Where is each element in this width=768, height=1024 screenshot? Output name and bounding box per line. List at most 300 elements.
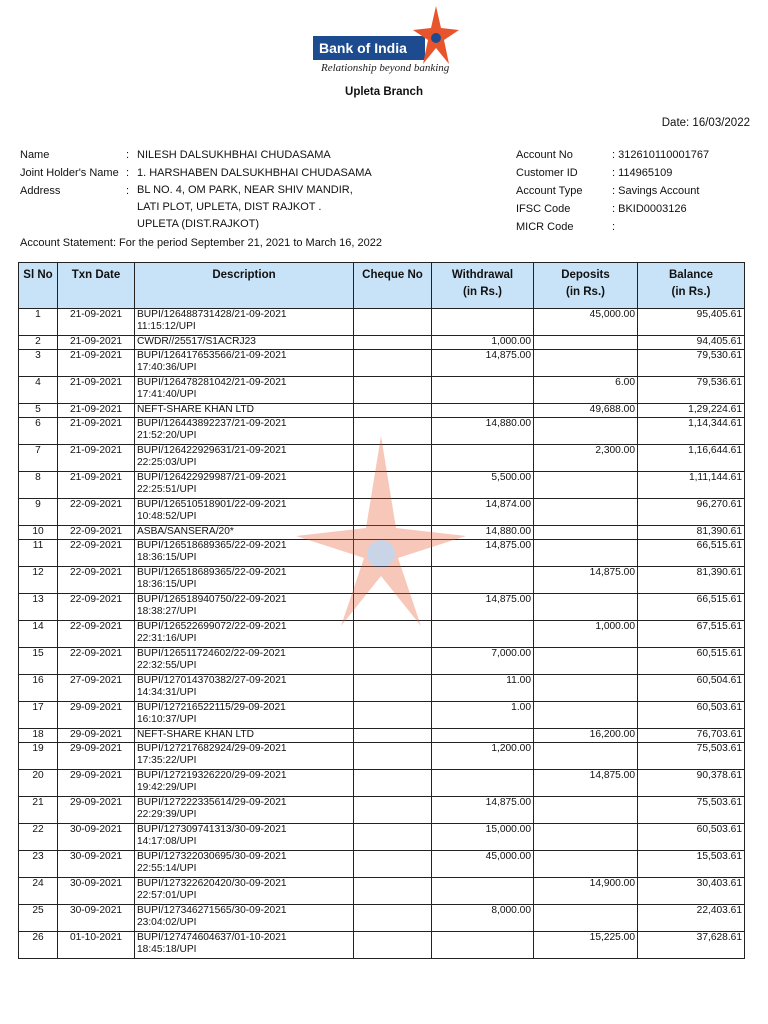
description-line-2: 18:36:15/UPI — [137, 579, 197, 590]
withdrawal-cell: 14,874.00 — [432, 499, 534, 526]
description-cell — [135, 404, 354, 418]
table-row — [19, 499, 745, 526]
description-line-2: 17:41:40/UPI — [137, 389, 197, 400]
withdrawal-cell: 14,875.00 — [432, 594, 534, 621]
deposit-cell: 45,000.00 — [534, 309, 638, 336]
account-values — [612, 146, 709, 236]
description-line-2: 17:35:22/UPI — [137, 755, 197, 766]
statement-date: Date: 16/03/2022 — [661, 117, 750, 129]
withdrawal-cell: 14,880.00 — [432, 526, 534, 540]
table-row — [19, 404, 745, 418]
deposit-cell: 14,875.00 — [534, 770, 638, 797]
date-cell: 21-09-2021 — [58, 309, 135, 336]
description-cell — [135, 621, 354, 648]
header-balance — [638, 263, 745, 309]
customer-colons — [126, 146, 129, 200]
sl-cell: 26 — [19, 932, 58, 959]
date-cell: 29-09-2021 — [58, 743, 135, 770]
balance-cell: 22,403.61 — [638, 905, 745, 932]
date-cell: 22-09-2021 — [58, 567, 135, 594]
cheque-cell — [354, 418, 432, 445]
table-row — [19, 540, 745, 567]
sl-cell: 23 — [19, 851, 58, 878]
balance-cell: 76,703.61 — [638, 729, 745, 743]
description-cell — [135, 851, 354, 878]
description-cell — [135, 905, 354, 932]
cheque-cell — [354, 350, 432, 377]
table-row — [19, 702, 745, 729]
date-cell: 29-09-2021 — [58, 797, 135, 824]
date-cell: 29-09-2021 — [58, 770, 135, 797]
date-cell: 21-09-2021 — [58, 377, 135, 404]
header-withdrawal — [432, 263, 534, 309]
description-cell — [135, 770, 354, 797]
address-line-1: BL NO. 4, OM PARK, NEAR SHIV MANDIR, — [137, 184, 353, 196]
withdrawal-cell — [432, 567, 534, 594]
colon: : — [126, 185, 130, 197]
description-line-1: BUPI/127474604637/01-10-2021 — [137, 932, 287, 943]
description-cell — [135, 594, 354, 621]
deposit-cell: 14,900.00 — [534, 878, 638, 905]
date-cell: 21-09-2021 — [58, 472, 135, 499]
table-row — [19, 445, 745, 472]
cheque-cell — [354, 336, 432, 350]
description-cell — [135, 932, 354, 959]
header-deposits-label: Deposits — [561, 269, 610, 281]
description-line-2: 22:25:03/UPI — [137, 457, 197, 468]
header-deposits — [534, 263, 638, 309]
account-no: : 312610110001767 — [612, 149, 710, 161]
cheque-cell — [354, 675, 432, 702]
description-cell — [135, 350, 354, 377]
balance-cell: 1,29,224.61 — [638, 404, 745, 418]
table-row — [19, 648, 745, 675]
description-cell — [135, 675, 354, 702]
cheque-cell — [354, 621, 432, 648]
balance-cell: 15,503.61 — [638, 851, 745, 878]
cheque-cell — [354, 567, 432, 594]
date-cell: 30-09-2021 — [58, 824, 135, 851]
branch-title: Upleta Branch — [345, 86, 423, 98]
cheque-cell — [354, 824, 432, 851]
withdrawal-cell: 14,875.00 — [432, 540, 534, 567]
account-labels — [516, 146, 582, 236]
statement-period: Account Statement: For the period September 21, 2021 to March 16, 2022 — [20, 237, 382, 249]
date-cell: 29-09-2021 — [58, 702, 135, 729]
deposit-cell — [534, 675, 638, 702]
header-balance-label: Balance — [668, 269, 714, 281]
table-row — [19, 472, 745, 499]
balance-cell: 75,503.61 — [638, 797, 745, 824]
cheque-cell — [354, 878, 432, 905]
description-cell — [135, 472, 354, 499]
description-cell — [135, 540, 354, 567]
description-line-2: 11:15:12/UPI — [137, 321, 196, 332]
deposit-cell — [534, 350, 638, 377]
transactions-table — [18, 262, 745, 959]
balance-cell: 81,390.61 — [638, 567, 745, 594]
date-cell: 30-09-2021 — [58, 851, 135, 878]
sl-cell: 16 — [19, 675, 58, 702]
bank-tagline: Relationship beyond banking — [321, 62, 450, 74]
cheque-cell — [354, 526, 432, 540]
withdrawal-cell — [432, 729, 534, 743]
cheque-cell — [354, 851, 432, 878]
sl-cell: 9 — [19, 499, 58, 526]
address-line-2: LATI PLOT, UPLETA, DIST RAJKOT . — [137, 201, 322, 213]
withdrawal-cell — [432, 932, 534, 959]
cheque-cell — [354, 905, 432, 932]
table-row — [19, 675, 745, 702]
deposit-cell — [534, 851, 638, 878]
sl-cell: 2 — [19, 336, 58, 350]
sl-cell: 21 — [19, 797, 58, 824]
sl-cell: 6 — [19, 418, 58, 445]
address-line-3: UPLETA (DIST.RAJKOT) — [137, 218, 260, 230]
description-cell — [135, 418, 354, 445]
deposit-cell — [534, 797, 638, 824]
name-label: Name — [20, 149, 50, 161]
date-cell: 21-09-2021 — [58, 404, 135, 418]
balance-cell: 66,515.61 — [638, 540, 745, 567]
balance-cell: 75,503.61 — [638, 743, 745, 770]
balance-cell: 94,405.61 — [638, 336, 745, 350]
cheque-cell — [354, 594, 432, 621]
withdrawal-cell: 14,875.00 — [432, 797, 534, 824]
joint-holder-name: 1. HARSHABEN DALSUKHBHAI CHUDASAMA — [137, 167, 372, 179]
description-line-2: 14:34:31/UPI — [137, 687, 197, 698]
micr-label: MICR Code — [516, 221, 574, 233]
bank-logo — [313, 6, 461, 78]
description-cell — [135, 526, 354, 540]
cheque-cell — [354, 797, 432, 824]
description-cell — [135, 445, 354, 472]
header-cheque-no: Cheque No — [354, 263, 432, 309]
description-cell — [135, 499, 354, 526]
description-cell — [135, 377, 354, 404]
header-balance-unit: (in Rs.) — [671, 286, 711, 298]
date-cell: 21-09-2021 — [58, 418, 135, 445]
date-cell: 22-09-2021 — [58, 594, 135, 621]
description-line-1: NEFT-SHARE KHAN LTD — [137, 404, 254, 415]
description-cell — [135, 878, 354, 905]
customer-labels — [20, 146, 130, 200]
sl-cell: 14 — [19, 621, 58, 648]
sl-cell: 8 — [19, 472, 58, 499]
withdrawal-cell — [432, 770, 534, 797]
balance-cell: 1,11,144.61 — [638, 472, 745, 499]
sl-cell: 13 — [19, 594, 58, 621]
deposit-cell: 16,200.00 — [534, 729, 638, 743]
sl-cell: 25 — [19, 905, 58, 932]
table-row — [19, 932, 745, 959]
description-line-1: BUPI/126518940750/22-09-2021 — [137, 594, 287, 605]
withdrawal-cell — [432, 377, 534, 404]
header-description: Description — [135, 263, 354, 309]
deposit-cell: 6.00 — [534, 377, 638, 404]
deposit-cell — [534, 594, 638, 621]
deposit-cell: 14,875.00 — [534, 567, 638, 594]
deposit-cell — [534, 418, 638, 445]
description-line-1: BUPI/126518689365/22-09-2021 — [137, 540, 287, 551]
description-line-1: BUPI/126478281042/21-09-2021 — [137, 377, 287, 388]
withdrawal-cell — [432, 878, 534, 905]
date-cell: 21-09-2021 — [58, 336, 135, 350]
description-line-1: BUPI/127219326220/29-09-2021 — [137, 770, 287, 781]
cheque-cell — [354, 472, 432, 499]
deposit-cell — [534, 648, 638, 675]
description-cell — [135, 648, 354, 675]
description-line-2: 18:36:15/UPI — [137, 552, 197, 563]
deposit-cell — [534, 472, 638, 499]
cheque-cell — [354, 770, 432, 797]
deposit-cell — [534, 905, 638, 932]
description-line-1: BUPI/127222335614/29-09-2021 — [137, 797, 287, 808]
withdrawal-cell: 5,500.00 — [432, 472, 534, 499]
table-header-row — [19, 263, 745, 309]
description-line-2: 16:10:37/UPI — [137, 714, 197, 725]
description-line-2: 21:52:20/UPI — [137, 430, 197, 441]
withdrawal-cell: 1.00 — [432, 702, 534, 729]
withdrawal-cell — [432, 621, 534, 648]
table-row — [19, 797, 745, 824]
customer-address — [137, 182, 372, 233]
table-row — [19, 729, 745, 743]
joint-holder-label: Joint Holder's Name — [20, 167, 119, 179]
sl-cell: 19 — [19, 743, 58, 770]
deposit-cell — [534, 702, 638, 729]
description-line-1: CWDR//25517/S1ACRJ23 — [137, 336, 256, 347]
cheque-cell — [354, 377, 432, 404]
description-line-1: BUPI/126488731428/21-09-2021 — [137, 309, 287, 320]
description-line-2: 22:29:39/UPI — [137, 809, 197, 820]
date-cell: 22-09-2021 — [58, 621, 135, 648]
date-cell: 29-09-2021 — [58, 729, 135, 743]
description-cell — [135, 336, 354, 350]
table-row — [19, 743, 745, 770]
customer-name: NILESH DALSUKHBHAI CHUDASAMA — [137, 149, 331, 161]
date-cell: 30-09-2021 — [58, 905, 135, 932]
date-cell: 30-09-2021 — [58, 878, 135, 905]
date-cell: 21-09-2021 — [58, 350, 135, 377]
description-cell — [135, 309, 354, 336]
balance-cell: 67,515.61 — [638, 621, 745, 648]
withdrawal-cell: 7,000.00 — [432, 648, 534, 675]
withdrawal-cell — [432, 404, 534, 418]
withdrawal-cell: 14,880.00 — [432, 418, 534, 445]
description-line-2: 14:17:08/UPI — [137, 836, 197, 847]
balance-cell: 79,536.61 — [638, 377, 745, 404]
deposit-cell — [534, 499, 638, 526]
balance-cell: 60,504.61 — [638, 675, 745, 702]
sl-cell: 24 — [19, 878, 58, 905]
cheque-cell — [354, 445, 432, 472]
balance-cell: 1,14,344.61 — [638, 418, 745, 445]
table-row — [19, 851, 745, 878]
date-cell: 21-09-2021 — [58, 445, 135, 472]
table-row — [19, 567, 745, 594]
sl-cell: 18 — [19, 729, 58, 743]
table-row — [19, 594, 745, 621]
balance-cell: 1,16,644.61 — [638, 445, 745, 472]
description-line-1: BUPI/126522699072/22-09-2021 — [137, 621, 287, 632]
withdrawal-cell: 15,000.00 — [432, 824, 534, 851]
account-no-label: Account No — [516, 149, 573, 161]
deposit-cell — [534, 743, 638, 770]
description-line-1: ASBA/SANSERA/20* — [137, 526, 234, 537]
deposit-cell — [534, 526, 638, 540]
table-row — [19, 824, 745, 851]
cheque-cell — [354, 702, 432, 729]
deposit-cell: 1,000.00 — [534, 621, 638, 648]
description-line-1: BUPI/127346271565/30-09-2021 — [137, 905, 287, 916]
customer-id-label: Customer ID — [516, 167, 578, 179]
deposit-cell — [534, 336, 638, 350]
deposit-cell — [534, 824, 638, 851]
header-sl-no: Sl No — [19, 263, 58, 309]
customer-id: : 114965109 — [612, 167, 673, 179]
bank-name: Bank of India — [313, 36, 425, 60]
description-cell — [135, 797, 354, 824]
deposit-cell: 49,688.00 — [534, 404, 638, 418]
header-txn-date: Txn Date — [58, 263, 135, 309]
description-line-1: BUPI/127217682924/29-09-2021 — [137, 743, 287, 754]
description-line-2: 19:42:29/UPI — [137, 782, 197, 793]
sl-cell: 3 — [19, 350, 58, 377]
header-deposits-unit: (in Rs.) — [566, 286, 605, 298]
description-line-1: BUPI/126422929987/21-09-2021 — [137, 472, 287, 483]
sl-cell: 5 — [19, 404, 58, 418]
withdrawal-cell: 1,000.00 — [432, 336, 534, 350]
description-line-1: BUPI/126417653566/21-09-2021 — [137, 350, 287, 361]
withdrawal-cell: 14,875.00 — [432, 350, 534, 377]
sl-cell: 11 — [19, 540, 58, 567]
sl-cell: 22 — [19, 824, 58, 851]
description-cell — [135, 743, 354, 770]
description-line-1: BUPI/127322030695/30-09-2021 — [137, 851, 287, 862]
colon: : — [126, 167, 130, 179]
balance-cell: 37,628.61 — [638, 932, 745, 959]
withdrawal-cell: 11.00 — [432, 675, 534, 702]
description-line-2: 22:55:14/UPI — [137, 863, 197, 874]
date-cell: 27-09-2021 — [58, 675, 135, 702]
description-line-2: 22:31:16/UPI — [137, 633, 197, 644]
cheque-cell — [354, 932, 432, 959]
balance-cell: 95,405.61 — [638, 309, 745, 336]
cheque-cell — [354, 309, 432, 336]
description-line-1: BUPI/126443892237/21-09-2021 — [137, 418, 287, 429]
ifsc-code: : BKID0003126 — [612, 203, 687, 215]
description-line-1: BUPI/127309741313/30-09-2021 — [137, 824, 287, 835]
star-logo-icon — [413, 6, 459, 66]
description-line-1: BUPI/127322620420/30-09-2021 — [137, 878, 287, 889]
cheque-cell — [354, 404, 432, 418]
description-line-2: 22:32:55/UPI — [137, 660, 197, 671]
description-line-1: BUPI/127216522115/29-09-2021 — [137, 702, 286, 713]
table-row — [19, 621, 745, 648]
deposit-cell — [534, 540, 638, 567]
sl-cell: 4 — [19, 377, 58, 404]
cheque-cell — [354, 499, 432, 526]
cheque-cell — [354, 743, 432, 770]
sl-cell: 15 — [19, 648, 58, 675]
balance-cell: 66,515.61 — [638, 594, 745, 621]
table-row — [19, 526, 745, 540]
description-line-1: BUPI/126518689365/22-09-2021 — [137, 567, 287, 578]
address-label: Address — [20, 185, 61, 197]
sl-cell: 10 — [19, 526, 58, 540]
description-cell — [135, 567, 354, 594]
description-line-2: 22:25:51/UPI — [137, 484, 197, 495]
description-cell — [135, 729, 354, 743]
balance-cell: 60,515.61 — [638, 648, 745, 675]
header-withdrawal-unit: (in Rs.) — [463, 286, 502, 298]
cheque-cell — [354, 540, 432, 567]
description-cell — [135, 702, 354, 729]
description-line-1: NEFT-SHARE KHAN LTD — [137, 729, 254, 740]
deposit-cell: 15,225.00 — [534, 932, 638, 959]
balance-cell: 96,270.61 — [638, 499, 745, 526]
date-cell: 22-09-2021 — [58, 499, 135, 526]
date-cell: 22-09-2021 — [58, 648, 135, 675]
sl-cell: 12 — [19, 567, 58, 594]
description-line-1: BUPI/127014370382/27-09-2021 — [137, 675, 287, 686]
balance-cell: 79,530.61 — [638, 350, 745, 377]
colon: : — [126, 149, 130, 161]
balance-cell: 60,503.61 — [638, 702, 745, 729]
sl-cell: 20 — [19, 770, 58, 797]
description-cell — [135, 824, 354, 851]
withdrawal-cell: 8,000.00 — [432, 905, 534, 932]
cheque-cell — [354, 648, 432, 675]
withdrawal-cell — [432, 445, 534, 472]
description-line-1: BUPI/126510518901/22-09-2021 — [137, 499, 287, 510]
ifsc-label: IFSC Code — [516, 203, 571, 215]
cheque-cell — [354, 729, 432, 743]
date-cell: 01-10-2021 — [58, 932, 135, 959]
account-type: : Savings Account — [612, 185, 700, 197]
table-row — [19, 336, 745, 350]
withdrawal-cell: 1,200.00 — [432, 743, 534, 770]
table-row — [19, 309, 745, 336]
sl-cell: 7 — [19, 445, 58, 472]
table-row — [19, 878, 745, 905]
balance-cell: 81,390.61 — [638, 526, 745, 540]
description-line-1: BUPI/126511724602/22-09-2021 — [137, 648, 286, 659]
table-row — [19, 905, 745, 932]
balance-cell: 90,378.61 — [638, 770, 745, 797]
description-line-2: 18:38:27/UPI — [137, 606, 197, 617]
transactions-body — [19, 309, 745, 959]
table-row — [19, 350, 745, 377]
micr-code: : — [612, 221, 616, 233]
account-type-label: Account Type — [516, 185, 583, 197]
date-cell: 22-09-2021 — [58, 526, 135, 540]
withdrawal-cell: 45,000.00 — [432, 851, 534, 878]
table-row — [19, 418, 745, 445]
sl-cell: 17 — [19, 702, 58, 729]
deposit-cell: 2,300.00 — [534, 445, 638, 472]
description-line-2: 17:40:36/UPI — [137, 362, 197, 373]
table-row — [19, 377, 745, 404]
description-line-2: 23:04:02/UPI — [137, 917, 197, 928]
description-line-2: 18:45:18/UPI — [137, 944, 197, 955]
description-line-2: 22:57:01/UPI — [137, 890, 197, 901]
header-withdrawal-label: Withdrawal — [451, 269, 514, 281]
description-line-1: BUPI/126422929631/21-09-2021 — [137, 445, 287, 456]
sl-cell: 1 — [19, 309, 58, 336]
description-line-2: 10:48:52/UPI — [137, 511, 197, 522]
